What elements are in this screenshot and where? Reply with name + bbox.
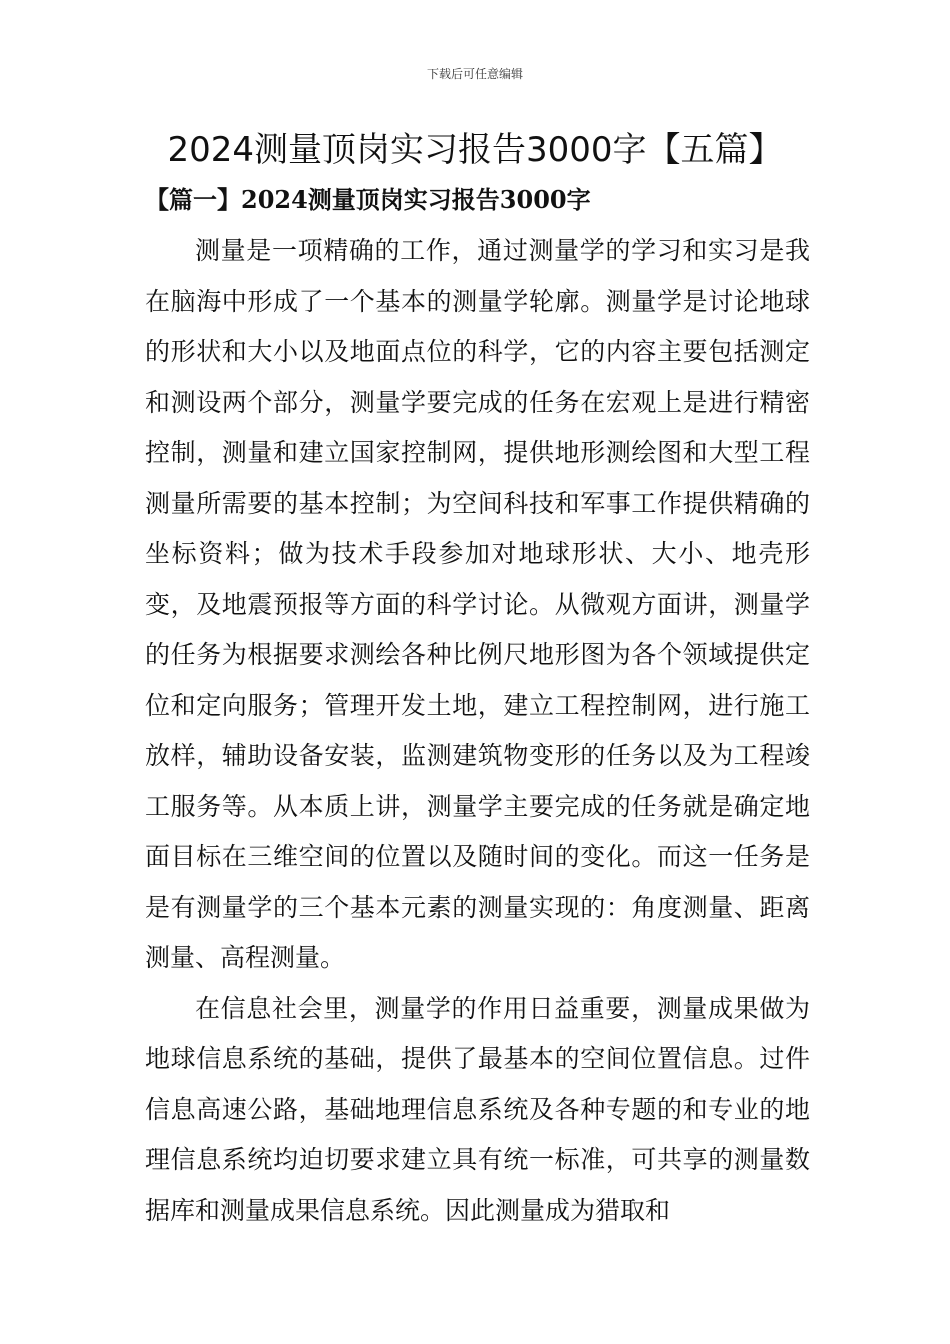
- page-header-note: 下载后可任意编辑: [426, 67, 523, 81]
- document-title: 2024测量顶岗实习报告3000字【五篇】: [167, 130, 783, 170]
- body-paragraph-1: 测量是一项精确的工作，通过测量学的学习和实习是我在脑海中形成了一个基本的测量学轮廓。测量学是讨论地球的形状和大小以及地面点位的科学，它的内容主要包括测定和测设两个部分，测量学要完成的任务在宏观上是进行精密控制，测量和建立国家控制网，提供地形测绘图和大型工程测量所需要的基本控制；为空间科技和军事工作提供精确的坐标资料；做为技术手段参加对地球形状、大小、地壳形变，及地震预报等方面的科学讨论。从微观方面讲，测量学的任务为根据要求测绘各种比例尺地形图为各个领域提供定位和定向服务；管理开发土地，建立工程控制网，进行施工放样，辅助设备安装，监测建筑物变形的任务以及为工程竣工服务等。从本质上讲，测量学主要完成的任务就是确定地面目标在三维空间的位置以及随时间的变化。而这一任务是是有测量学的三个基本元素的测量实现的：角度测量、距离测量、高程测量。: [145, 236, 810, 972]
- section-heading: 【篇一】2024测量顶岗实习报告3000字: [145, 185, 591, 214]
- body-paragraph-2: 在信息社会里，测量学的作用日益重要，测量成果做为地球信息系统的基础，提供了最基本的空间位置信息。过件信息高速公路，基础地理信息系统及各种专题的和专业的地理信息系统均迫切要求建立具有统一标准，可共享的测量数据库和测量成果信息系统。因此测量成为猎取和: [145, 993, 810, 1225]
- document-body: [145, 226, 810, 1236]
